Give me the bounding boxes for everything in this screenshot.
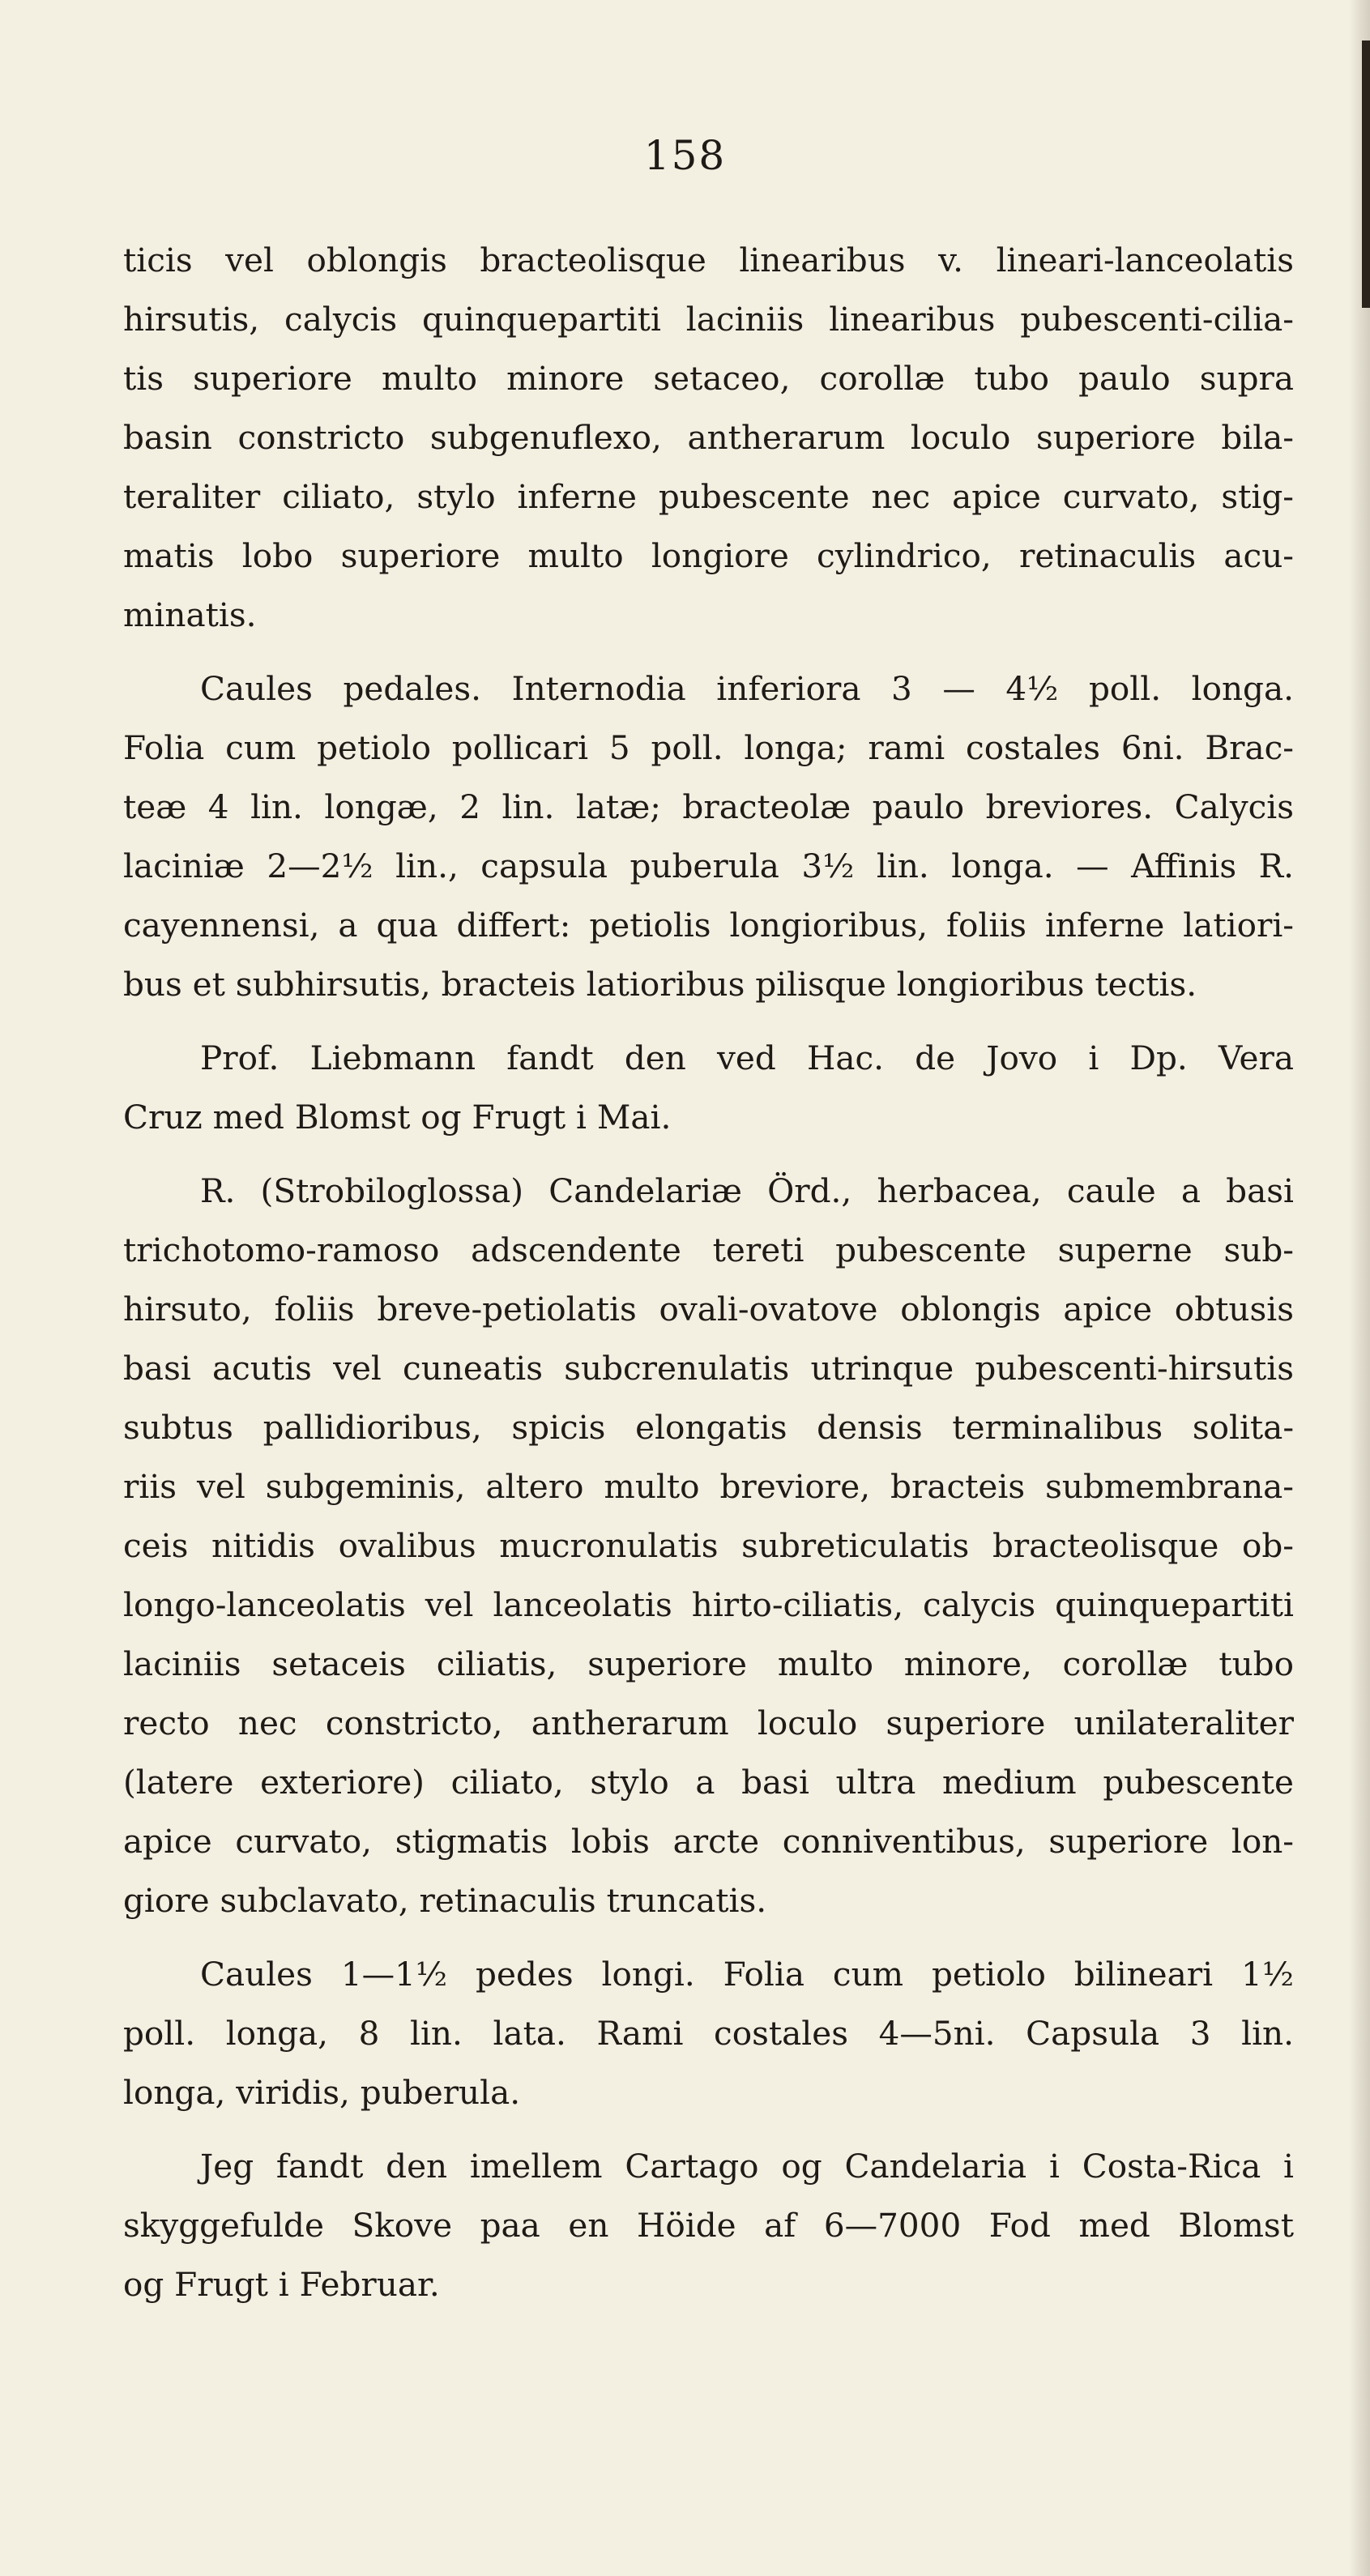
text-line: hirsutis, calycis quinquepartiti laciniis linearibus pubescenti-cilia- xyxy=(123,300,1294,339)
text-line: ceis nitidis ovalibus mucronulatis subreticulatis bracteolisque ob- xyxy=(123,1526,1294,1565)
paragraph-species-candelariae xyxy=(123,1162,1294,1930)
text-line: riis vel subgeminis, altero multo breviore, bracteis submembrana- xyxy=(123,1467,1294,1506)
text-line: Caules 1—1½ pedes longi. Folia cum petiolo bilineari 1½ xyxy=(200,1955,1294,1994)
text-line: giore subclavato, retinaculis truncatis. xyxy=(123,1881,767,1920)
paragraph-locality-costa-rica xyxy=(123,2137,1294,2314)
text-line: matis lobo superiore multo longiore cylindrico, retinaculis acu- xyxy=(123,536,1294,575)
text-line: Prof. Liebmann fandt den ved Hac. de Jovo i Dp. Vera xyxy=(200,1039,1294,1077)
text-line: teæ 4 lin. longæ, 2 lin. latæ; bracteolæ paulo breviores. Calycis xyxy=(123,787,1294,826)
text-line: skyggefulde Skove paa en Höide af 6—7000 Fod med Blomst xyxy=(123,2206,1294,2245)
text-line: Caules pedales. Internodia inferiora 3 — 4½ poll. longa. xyxy=(200,669,1294,708)
text-line: bus et subhirsutis, bracteis latioribus pilisque longioribus tectis. xyxy=(123,965,1197,1004)
text-line: longo-lanceolatis vel lanceolatis hirto-ciliatis, calycis quinquepartiti xyxy=(123,1585,1294,1624)
text-line: laciniæ 2—2½ lin., capsula puberula 3½ lin. longa. — Affinis R. xyxy=(123,847,1294,885)
text-line: R. (Strobiloglossa) Candelariæ Örd., herbacea, caule a basi xyxy=(200,1171,1294,1210)
text-line: Cruz med Blomst og Frugt i Mai. xyxy=(123,1098,672,1137)
body-text xyxy=(123,231,1294,2314)
text-line: (latere exteriore) ciliato, stylo a basi ultra medium pubescente xyxy=(123,1763,1294,1802)
text-line: cayennensi, a qua differt: petiolis longioribus, foliis inferne latiori- xyxy=(123,906,1294,945)
text-line: teraliter ciliato, stylo inferne pubescente nec apice curvato, stig- xyxy=(123,477,1294,516)
text-line: og Frugt i Februar. xyxy=(123,2265,440,2304)
text-line: Folia cum petiolo pollicari 5 poll. longa; rami costales 6ni. Brac- xyxy=(123,728,1294,767)
paragraph-measurements-candelariae xyxy=(123,1945,1294,2122)
text-line: poll. longa, 8 lin. lata. Rami costales 4—5ni. Capsula 3 lin. xyxy=(123,2014,1294,2053)
text-line: longa, viridis, puberula. xyxy=(123,2073,521,2112)
page-edge-shadow xyxy=(1349,0,1370,2576)
text-line: tis superiore multo minore setaceo, corollæ tubo paulo supra xyxy=(123,359,1294,398)
text-line: basi acutis vel cuneatis subcrenulatis utrinque pubescenti-hirsutis xyxy=(123,1349,1294,1388)
text-line: recto nec constricto, antherarum loculo superiore unilateraliter xyxy=(123,1704,1294,1742)
text-line: trichotomo-ramoso adscendente tereti pubescente superne sub- xyxy=(123,1230,1294,1269)
text-line: laciniis setaceis ciliatis, superiore multo minore, corollæ tubo xyxy=(123,1644,1294,1683)
text-line: ticis vel oblongis bracteolisque linearibus v. lineari-lanceolatis xyxy=(123,241,1294,279)
text-line: minatis. xyxy=(123,595,257,634)
page-number: 158 xyxy=(643,132,727,179)
paragraph-measurements xyxy=(123,659,1294,1014)
text-line: subtus pallidioribus, spicis elongatis densis terminalibus solita- xyxy=(123,1408,1294,1447)
text-line: basin constricto subgenuflexo, antherarum loculo superiore bila- xyxy=(123,418,1294,457)
paragraph-locality-liebmann xyxy=(123,1029,1294,1147)
text-line: hirsuto, foliis breve-petiolatis ovali-ovatove oblongis apice obtusis xyxy=(123,1290,1294,1329)
text-line: apice curvato, stigmatis lobis arcte conniventibus, superiore lon- xyxy=(123,1822,1294,1861)
text-line: Jeg fandt den imellem Cartago og Candelaria i Costa-Rica i xyxy=(200,2147,1294,2186)
paragraph-diagnosis-continued xyxy=(123,231,1294,645)
